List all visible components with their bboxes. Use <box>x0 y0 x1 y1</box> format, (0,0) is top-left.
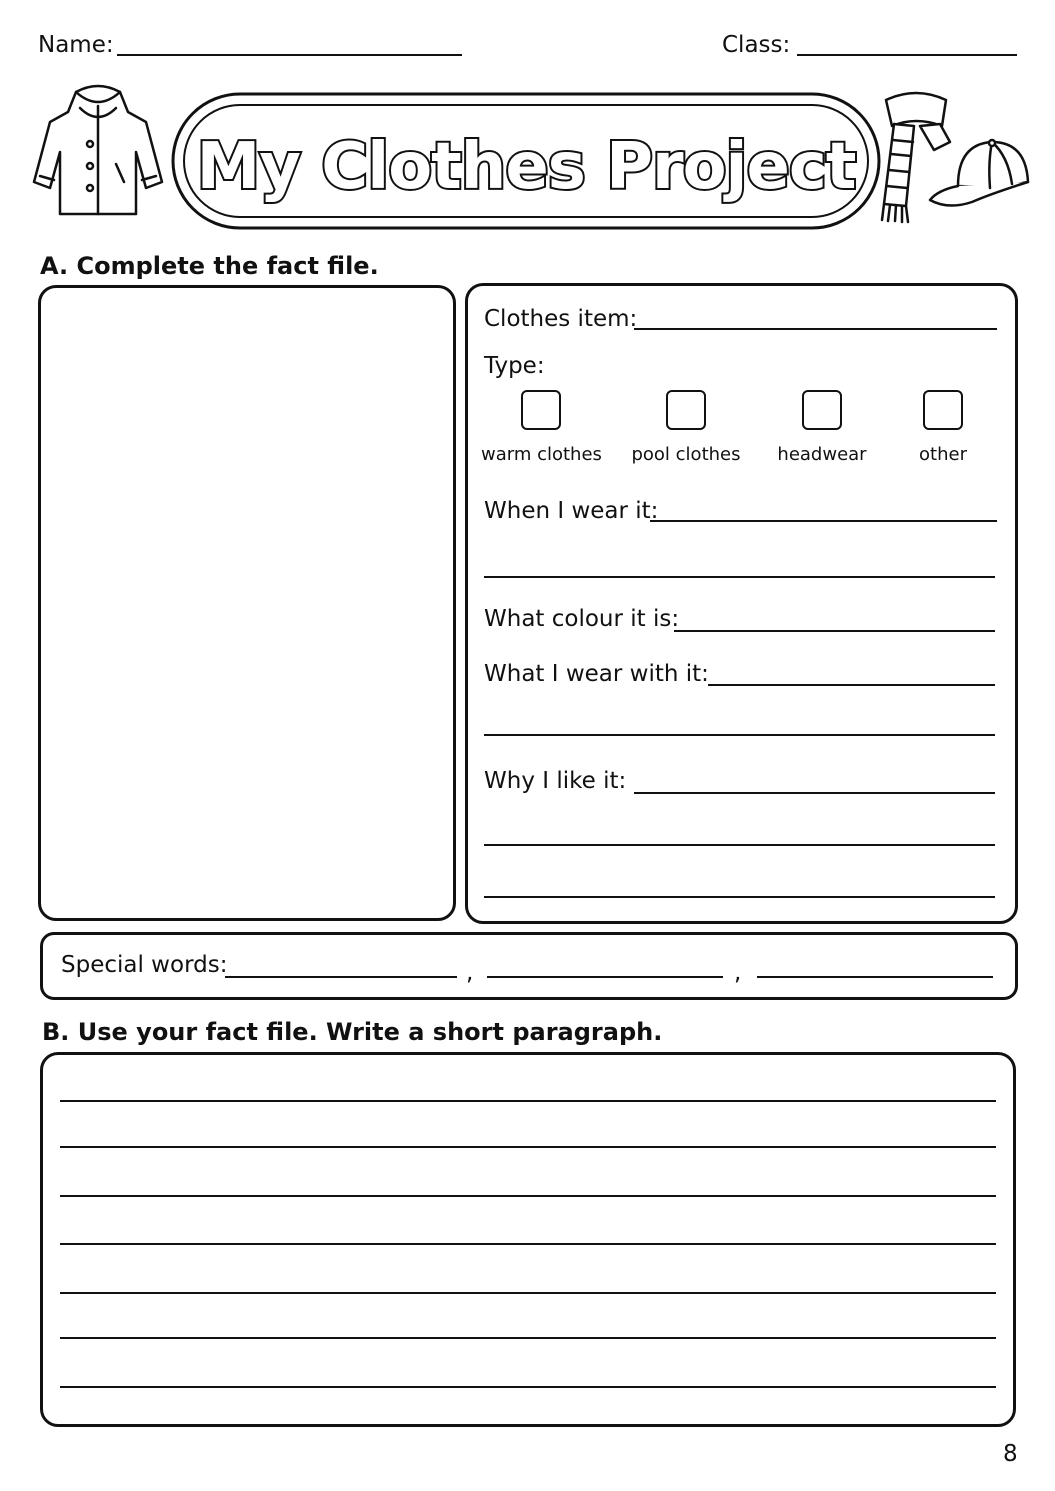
writing-line[interactable] <box>60 1100 996 1102</box>
writing-line[interactable] <box>60 1195 996 1197</box>
special-words-label: Special words: <box>61 952 228 978</box>
when-wear-field[interactable] <box>650 520 997 522</box>
when-wear-label: When I wear it: <box>484 498 659 524</box>
clothes-item-label: Clothes item: <box>484 306 638 332</box>
special-word-field-3[interactable] <box>757 976 993 978</box>
checkbox-other[interactable] <box>923 390 963 430</box>
checkbox-warm-clothes[interactable] <box>521 390 561 430</box>
wear-with-field[interactable] <box>708 684 995 686</box>
section-a-heading: A. Complete the fact file. <box>40 252 379 280</box>
writing-line[interactable] <box>60 1146 996 1148</box>
when-wear-field-line-2[interactable] <box>484 576 995 578</box>
colour-label: What colour it is: <box>484 606 680 632</box>
wear-with-label: What I wear with it: <box>484 661 709 687</box>
why-like-label: Why I like it: <box>484 768 627 794</box>
wear-with-field-line-2[interactable] <box>484 734 995 736</box>
checkbox-headwear[interactable] <box>802 390 842 430</box>
writing-line[interactable] <box>60 1386 996 1388</box>
raincoat-icon <box>28 82 168 222</box>
fact-file-box <box>465 283 1018 924</box>
type-option-label: pool clothes <box>631 444 741 465</box>
separator-comma: , <box>466 960 474 986</box>
writing-line[interactable] <box>60 1243 996 1245</box>
name-label: Name: <box>38 32 114 58</box>
type-option-label: headwear <box>777 444 867 465</box>
writing-line[interactable] <box>60 1337 996 1339</box>
special-word-field-2[interactable] <box>487 976 723 978</box>
why-like-field[interactable] <box>634 792 995 794</box>
type-label: Type: <box>484 353 545 379</box>
writing-line[interactable] <box>60 1292 996 1294</box>
page-title: My Clothes Project <box>196 130 856 204</box>
name-field[interactable] <box>117 54 462 56</box>
title-banner <box>170 88 882 234</box>
special-word-field-1[interactable] <box>225 976 457 978</box>
why-like-field-line-2[interactable] <box>484 844 995 846</box>
picture-drawing-box[interactable] <box>38 285 456 921</box>
cap-icon <box>928 136 1032 216</box>
section-b-heading: B. Use your fact file. Write a short paragraph. <box>42 1018 663 1046</box>
clothes-item-field[interactable] <box>634 328 997 330</box>
colour-field[interactable] <box>674 630 995 632</box>
paragraph-writing-box <box>40 1052 1016 1427</box>
type-option-label: warm clothes <box>481 444 602 465</box>
class-field[interactable] <box>797 54 1017 56</box>
separator-comma: , <box>734 960 742 986</box>
page-number: 8 <box>1003 1441 1018 1467</box>
why-like-field-line-3[interactable] <box>484 896 995 898</box>
class-label: Class: <box>722 32 791 58</box>
type-option-label: other <box>919 444 967 465</box>
checkbox-pool-clothes[interactable] <box>666 390 706 430</box>
